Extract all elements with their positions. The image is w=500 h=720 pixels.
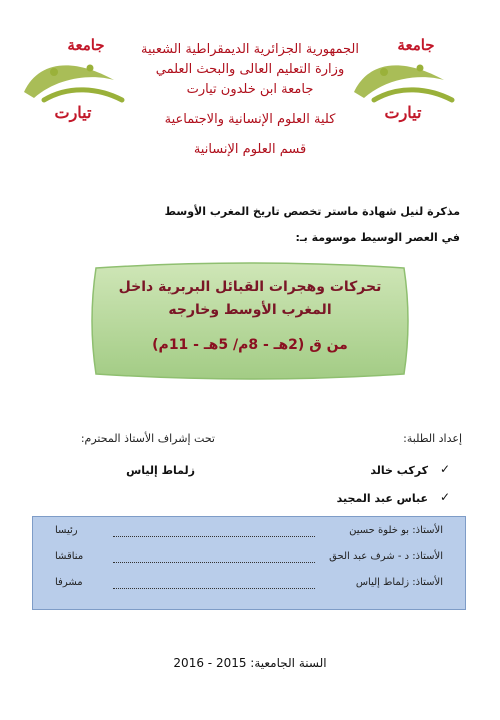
academic-year: السنة الجامعية: 2015 - 2016	[173, 656, 327, 670]
faculty-name: كلية العلوم الإنسانية والاجتماعية	[164, 112, 336, 127]
svg-text:تيارت: تيارت	[384, 103, 422, 122]
ministry-name: وزارة التعليم العالى والبحث العلمي	[155, 62, 345, 77]
university-logo-left-graphic	[14, 30, 132, 124]
svg-text:جامعة: جامعة	[397, 36, 435, 54]
memo-line-1: مذكرة لنيل شهادة ماستر تخصص تاريخ المغرب الأوسط	[164, 205, 460, 218]
university-name: جامعة ابن خلدون تيارت	[186, 82, 314, 97]
student-name-1: كركب خالد	[370, 464, 428, 477]
check-icon: ✓	[440, 490, 451, 504]
dotted-leader	[113, 536, 315, 537]
jury-member-role: رئيسا	[55, 525, 78, 536]
memo-line-2: في العصر الوسيط موسومة بـ:	[295, 231, 460, 244]
supervisor-name: زلماط إلياس	[126, 464, 195, 477]
dotted-leader	[113, 562, 315, 563]
student-name-2: عباس عبد المجيد	[336, 492, 428, 505]
jury-box	[32, 516, 466, 610]
jury-member-name: الأستاذ: زلماط إلياس	[355, 577, 443, 588]
dotted-leader	[113, 588, 315, 589]
svg-text:جامعة: جامعة	[67, 36, 105, 54]
jury-member-name: الأستاذ: بو خلوة حسين	[349, 525, 443, 536]
republic-name: الجمهورية الجزائرية الديمقراطية الشعبية	[141, 42, 359, 57]
thesis-title-line-2: المغرب الأوسط وخارجه	[168, 302, 332, 318]
svg-text:تيارت: تيارت	[54, 103, 92, 122]
department-name: قسم العلوم الإنسانية	[193, 142, 307, 157]
thesis-period: من ق (2هـ - 8م/ 5هـ - 11م)	[152, 337, 348, 353]
university-logo-left	[14, 30, 132, 124]
jury-member-role: مناقشا	[55, 551, 84, 562]
check-icon: ✓	[440, 462, 451, 476]
supervisor-label: تحت إشراف الأستاذ المحترم:	[80, 432, 215, 445]
students-label: إعداد الطلبة:	[403, 432, 462, 445]
jury-member-role: مشرفا	[55, 577, 83, 588]
jury-member-name: الأستاذ: د - شرف عبد الحق	[329, 551, 443, 562]
thesis-title-line-1: تحركات وهجرات القبائل البربرية داخل	[118, 279, 382, 295]
